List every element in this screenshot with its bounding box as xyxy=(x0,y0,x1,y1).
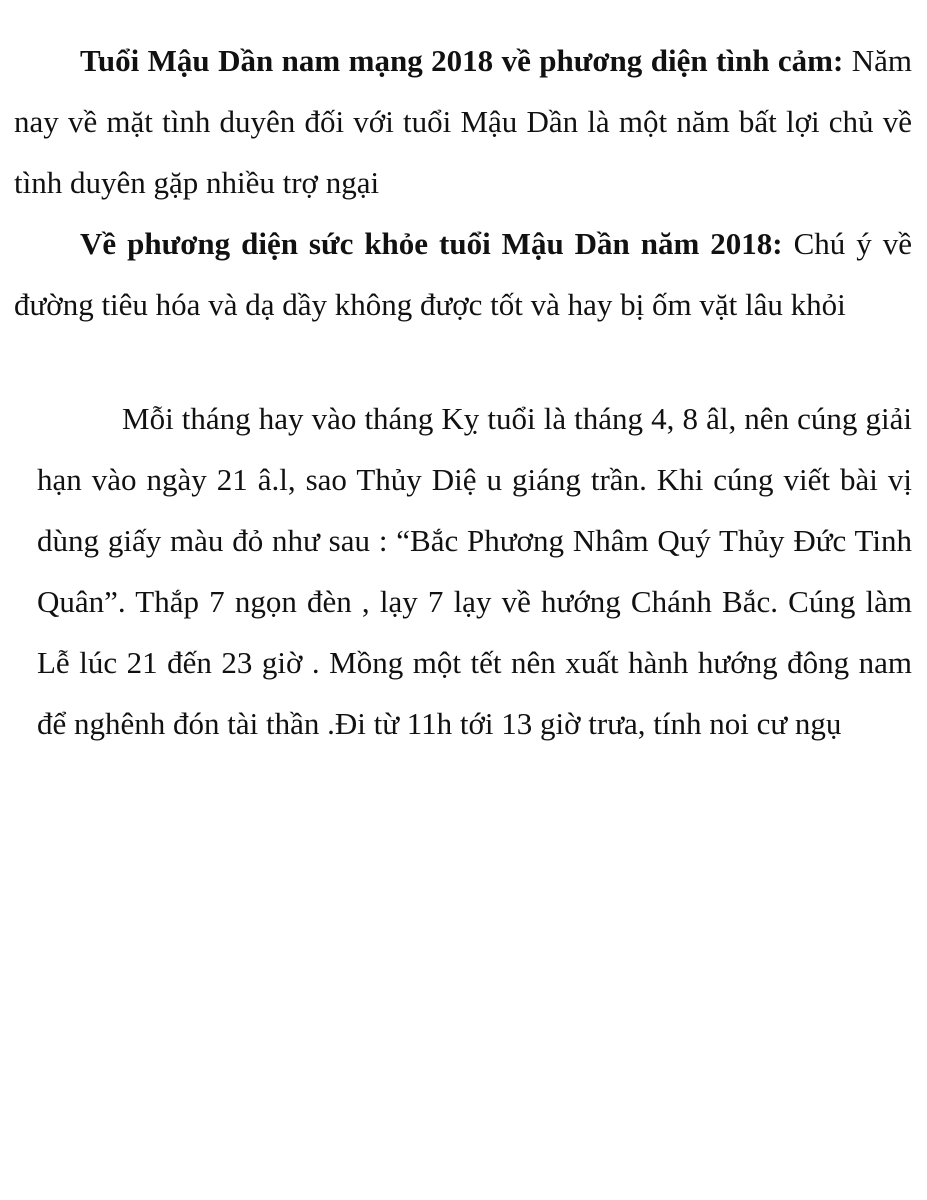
paragraph-body-love: Năm nay về mặt tình duyên đối với tuổi Mậu Dần là một năm bất lợi chủ về tình duyên gặp nhiều trợ ngại xyxy=(14,43,912,200)
paragraph-health-fortune xyxy=(14,213,912,335)
paragraph-heading-love: Tuổi Mậu Dần nam mạng 2018 về phương diện tình cảm: xyxy=(80,43,844,78)
paragraph-heading-health: Về phương diện sức khỏe tuổi Mậu Dần năm 2018: xyxy=(80,226,783,261)
paragraph-body-health: Chú ý về đường tiêu hóa và dạ dầy không được tốt và hay bị ốm vặt lâu khỏi xyxy=(14,226,913,322)
paragraph-ritual-instructions: Mỗi tháng hay vào tháng Kỵ tuổi là tháng 4, 8 âl, nên cúng giải hạn vào ngày 21 â.l, sao Thủy Diệ u giáng trần. Khi cúng viết bài vị dùng giấy màu đỏ như sau : “Bắc Phương Nhâm Quý Thủy Đức Tinh Quân”. Thắp 7 ngọn đèn , lạy 7 lạy về hướng Chánh Bắc. Cúng làm Lễ lúc 21 đến 23 giờ . Mồng một tết nên xuất hành hướng đông nam để nghênh đón tài thần .Đi từ 11h tới 13 giờ trưa, tính noi cư ngụ xyxy=(37,401,912,741)
paragraph-love-fortune xyxy=(14,30,912,213)
